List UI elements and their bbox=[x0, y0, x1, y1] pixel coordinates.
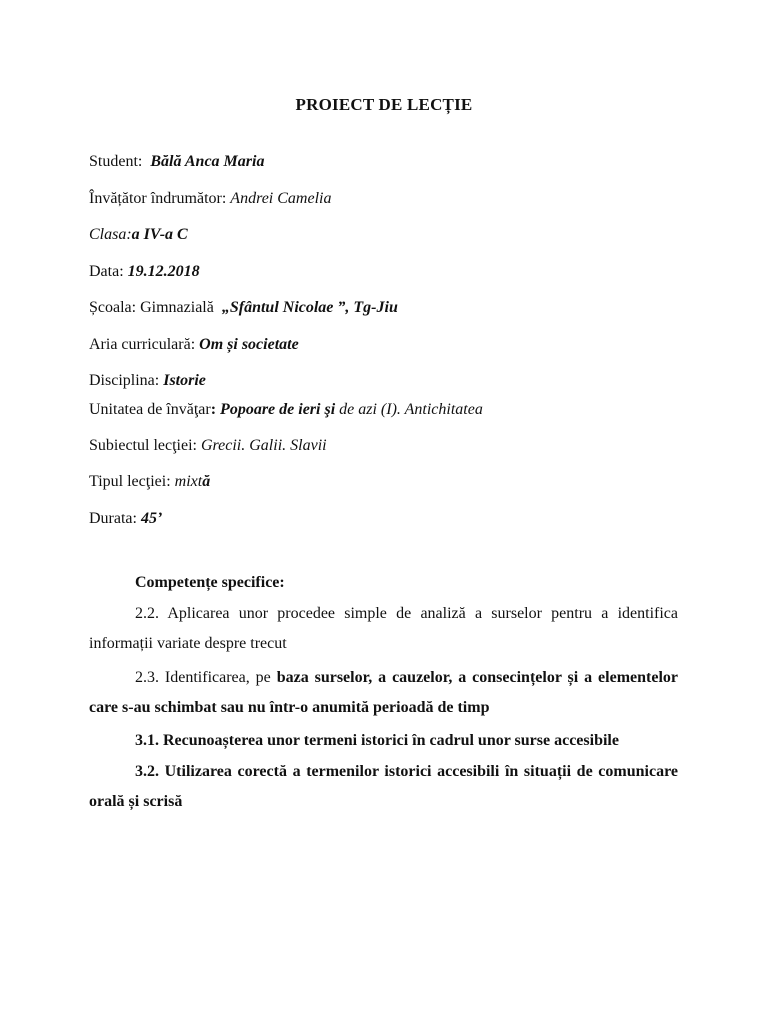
field-disciplina bbox=[89, 372, 206, 390]
page-title: PROIECT DE LECȚIE bbox=[295, 95, 473, 114]
field-tipul-label: Tipul lecţiei: bbox=[89, 473, 175, 490]
field-student-label: Student: bbox=[89, 153, 151, 170]
field-subiectul bbox=[89, 437, 327, 455]
field-unitatea-colon: : bbox=[210, 401, 221, 418]
field-clasa-label: Clasa: bbox=[89, 226, 132, 243]
competenta-item-2-2: 2.2. Aplicarea unor procedee simple de analiză a surselor pentru a identifica informații variate despre trecut bbox=[89, 605, 678, 652]
field-unitatea-label: Unitatea de învăţar bbox=[89, 401, 211, 418]
competenta-item-3-2: 3.2. Utilizarea corectă a termenilor istorici accesibili în situații de comunicare orală și scrisă bbox=[89, 763, 678, 810]
field-tipul-value-bold: ă bbox=[202, 473, 211, 490]
field-unitatea-value-bold: Popoare de ieri şi bbox=[220, 401, 336, 418]
field-durata bbox=[89, 510, 162, 528]
field-unitatea bbox=[89, 401, 483, 419]
field-durata-value: 45’ bbox=[140, 510, 163, 527]
field-aria bbox=[89, 336, 299, 354]
competenta-item-2-3-part1: 2.3. Identificarea, pe bbox=[135, 669, 277, 686]
field-scoala-label: Școala: Gimnazială bbox=[89, 299, 222, 316]
field-tipul-value: mixt bbox=[174, 473, 203, 490]
field-unitatea-value-rest: de azi (I). Antichitatea bbox=[335, 401, 483, 418]
field-data-value: 19.12.2018 bbox=[127, 263, 200, 280]
field-durata-label: Durata: bbox=[89, 510, 141, 527]
competenta-item-2-3 bbox=[89, 663, 678, 723]
field-clasa-value: a IV-a C bbox=[131, 226, 188, 243]
competenta-item-3-1: 3.1. Recunoașterea unor termeni istorici în cadrul unor surse accesibile bbox=[135, 732, 619, 749]
field-scoala-value: „Sfântul Nicolae ”, Tg-Jiu bbox=[221, 299, 398, 316]
field-aria-value: Om și societate bbox=[199, 336, 299, 353]
field-data-label: Data: bbox=[89, 263, 128, 280]
field-subiectul-label: Subiectul lecţiei: bbox=[89, 437, 201, 454]
field-disciplina-value: Istorie bbox=[163, 372, 206, 389]
field-subiectul-value: Grecii. Galii. Slavii bbox=[200, 437, 327, 454]
field-student-value: Bălă Anca Maria bbox=[150, 153, 265, 170]
field-data bbox=[89, 263, 200, 281]
competenta-item-2-3-part2: baza surselor, a cauzelor, a consecințelor și a elementelor care s-au schimbat sau nu într-o bbox=[89, 669, 679, 716]
field-aria-label: Aria curriculară: bbox=[89, 336, 200, 353]
field-disciplina-label: Disciplina: bbox=[89, 372, 164, 389]
field-student bbox=[89, 153, 264, 171]
field-invatator-value: Andrei Camelia bbox=[230, 190, 332, 207]
competente-heading: Competențe specifice: bbox=[135, 574, 285, 591]
field-scoala bbox=[89, 299, 398, 317]
field-clasa bbox=[89, 226, 188, 244]
competenta-item-2-3-part3: anumită perioadă de timp bbox=[308, 699, 490, 716]
field-tipul bbox=[89, 473, 210, 491]
field-invatator-label: Învățător îndrumător: bbox=[89, 190, 231, 207]
field-invatator bbox=[89, 190, 331, 208]
